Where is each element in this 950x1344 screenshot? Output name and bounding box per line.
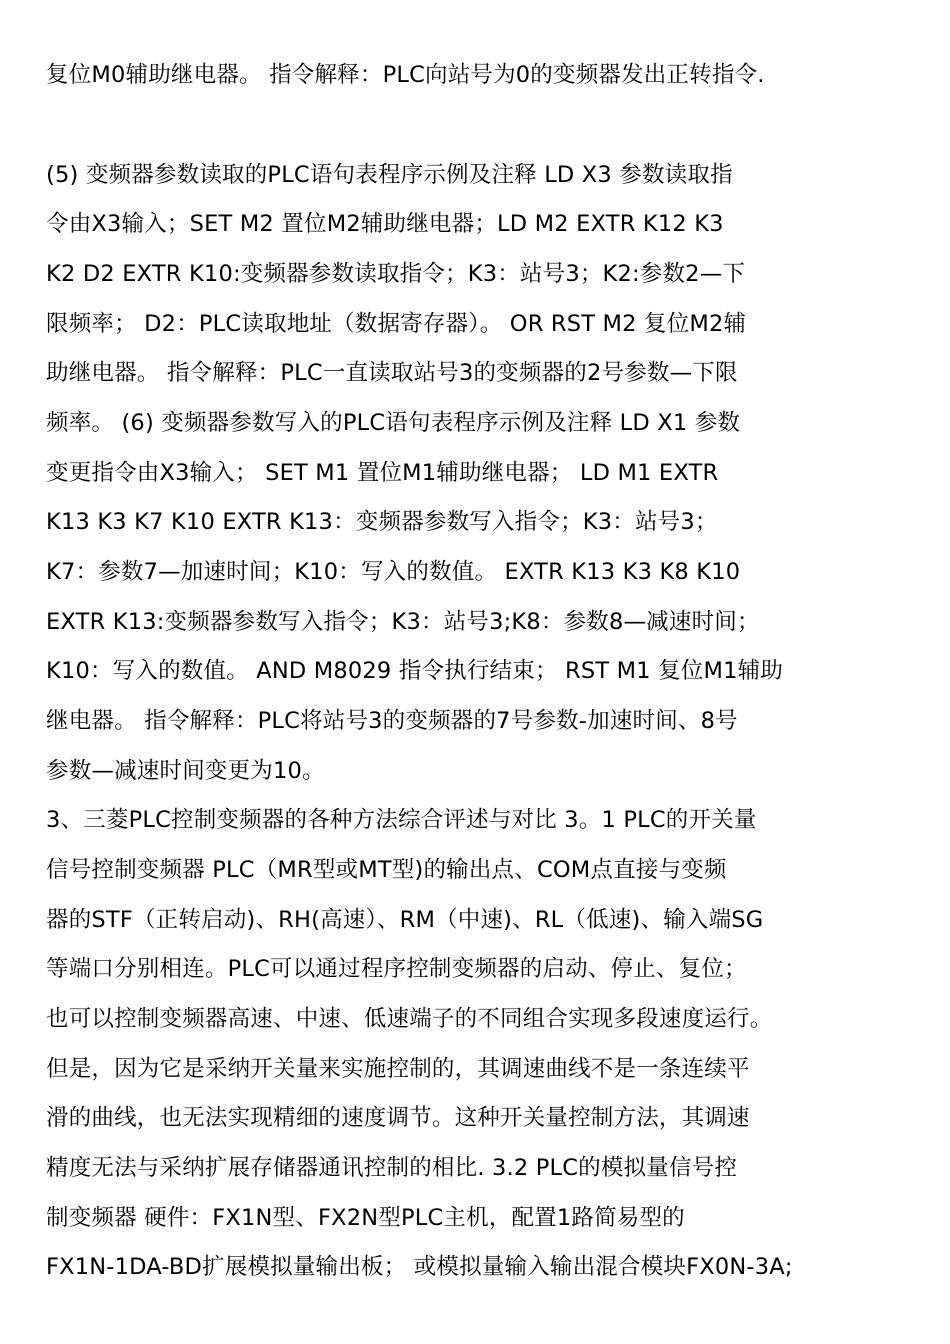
text-line-25: FX1N-1DA-BD扩展模拟量输出板； 或模拟量输入输出混合模块FX0N-3A; [46, 1254, 793, 1280]
text-line-2 [46, 107, 926, 143]
text-line-23: 精度无法与采纳扩展存储器通讯控制的相比. 3.2 PLC的模拟量信号控 [46, 1155, 738, 1181]
text-line-13: K10：写入的数值。 AND M8029 指令执行结束； RST M1 复位M1辅助 [46, 658, 784, 684]
text-line-18: 器的STF（正转启动)、RH(高速）、RM（中速)、RL（低速)、输入端SG [46, 907, 764, 933]
text-line-17: 信号控制变频器 PLC（MR型或MT型)的输出点、COM点直接与变频 [46, 857, 727, 883]
text-line-24: 制变频器 硬件：FX1N型、FX2N型PLC主机，配置1路简易型的 [46, 1205, 685, 1231]
text-line-14: 继电器。 指令解释：PLC将站号3的变频器的7号参数-加速时间、8号 [46, 708, 738, 734]
text-line-1: 复位M0辅助继电器。 指令解释：PLC向站号为0的变频器发出正转指令. [46, 62, 765, 88]
text-line-10: K13 K3 K7 K10 EXTR K13：变频器参数写入指令；K3：站号3； [46, 509, 718, 535]
text-line-11: K7：参数7—加速时间；K10：写入的数值。 EXTR K13 K3 K8 K10 [46, 559, 741, 585]
text-line-21: 但是，因为它是采纳开关量来实施控制的，其调速曲线不是一条连续平 [46, 1056, 750, 1082]
text-line-9: 变更指令由X3输入； SET M1 置位M1辅助继电器； LD M1 EXTR [46, 460, 719, 486]
text-line-20: 也可以控制变频器高速、中速、低速端子的不同组合实现多段速度运行。 [46, 1006, 773, 1032]
text-line-15: 参数—减速时间变更为10。 [46, 758, 325, 784]
text-line-16: 3、三菱PLC控制变频器的各种方法综合评述与对比 3。1 PLC的开关量 [46, 807, 757, 833]
text-line-22: 滑的曲线，也无法实现精细的速度调节。这种开关量控制方法，其调速 [46, 1105, 750, 1131]
text-line-3: (5) 变频器参数读取的PLC语句表程序示例及注释 LD X3 参数读取指 [46, 162, 733, 188]
text-line-4: 令由X3输入；SET M2 置位M2辅助继电器；LD M2 EXTR K12 K3 [46, 211, 724, 237]
text-line-6: 限频率； D2：PLC读取地址（数据寄存器）。 OR RST M2 复位M2辅 [46, 311, 747, 337]
text-line-12: EXTR K13:变频器参数写入指令；K3：站号3;K8：参数8—减速时间； [46, 609, 760, 635]
text-line-19: 等端口分别相连。PLC可以通过程序控制变频器的启动、停止、复位； [46, 956, 747, 982]
text-line-7: 助继电器。 指令解释：PLC一直读取站号3的变频器的2号参数—下限 [46, 360, 738, 386]
text-line-8: 频率。 (6) 变频器参数写入的PLC语句表程序示例及注释 LD X1 参数 [46, 410, 741, 436]
text-line-5: K2 D2 EXTR K10:变频器参数读取指令；K3：站号3；K2:参数2—下 [46, 261, 746, 287]
